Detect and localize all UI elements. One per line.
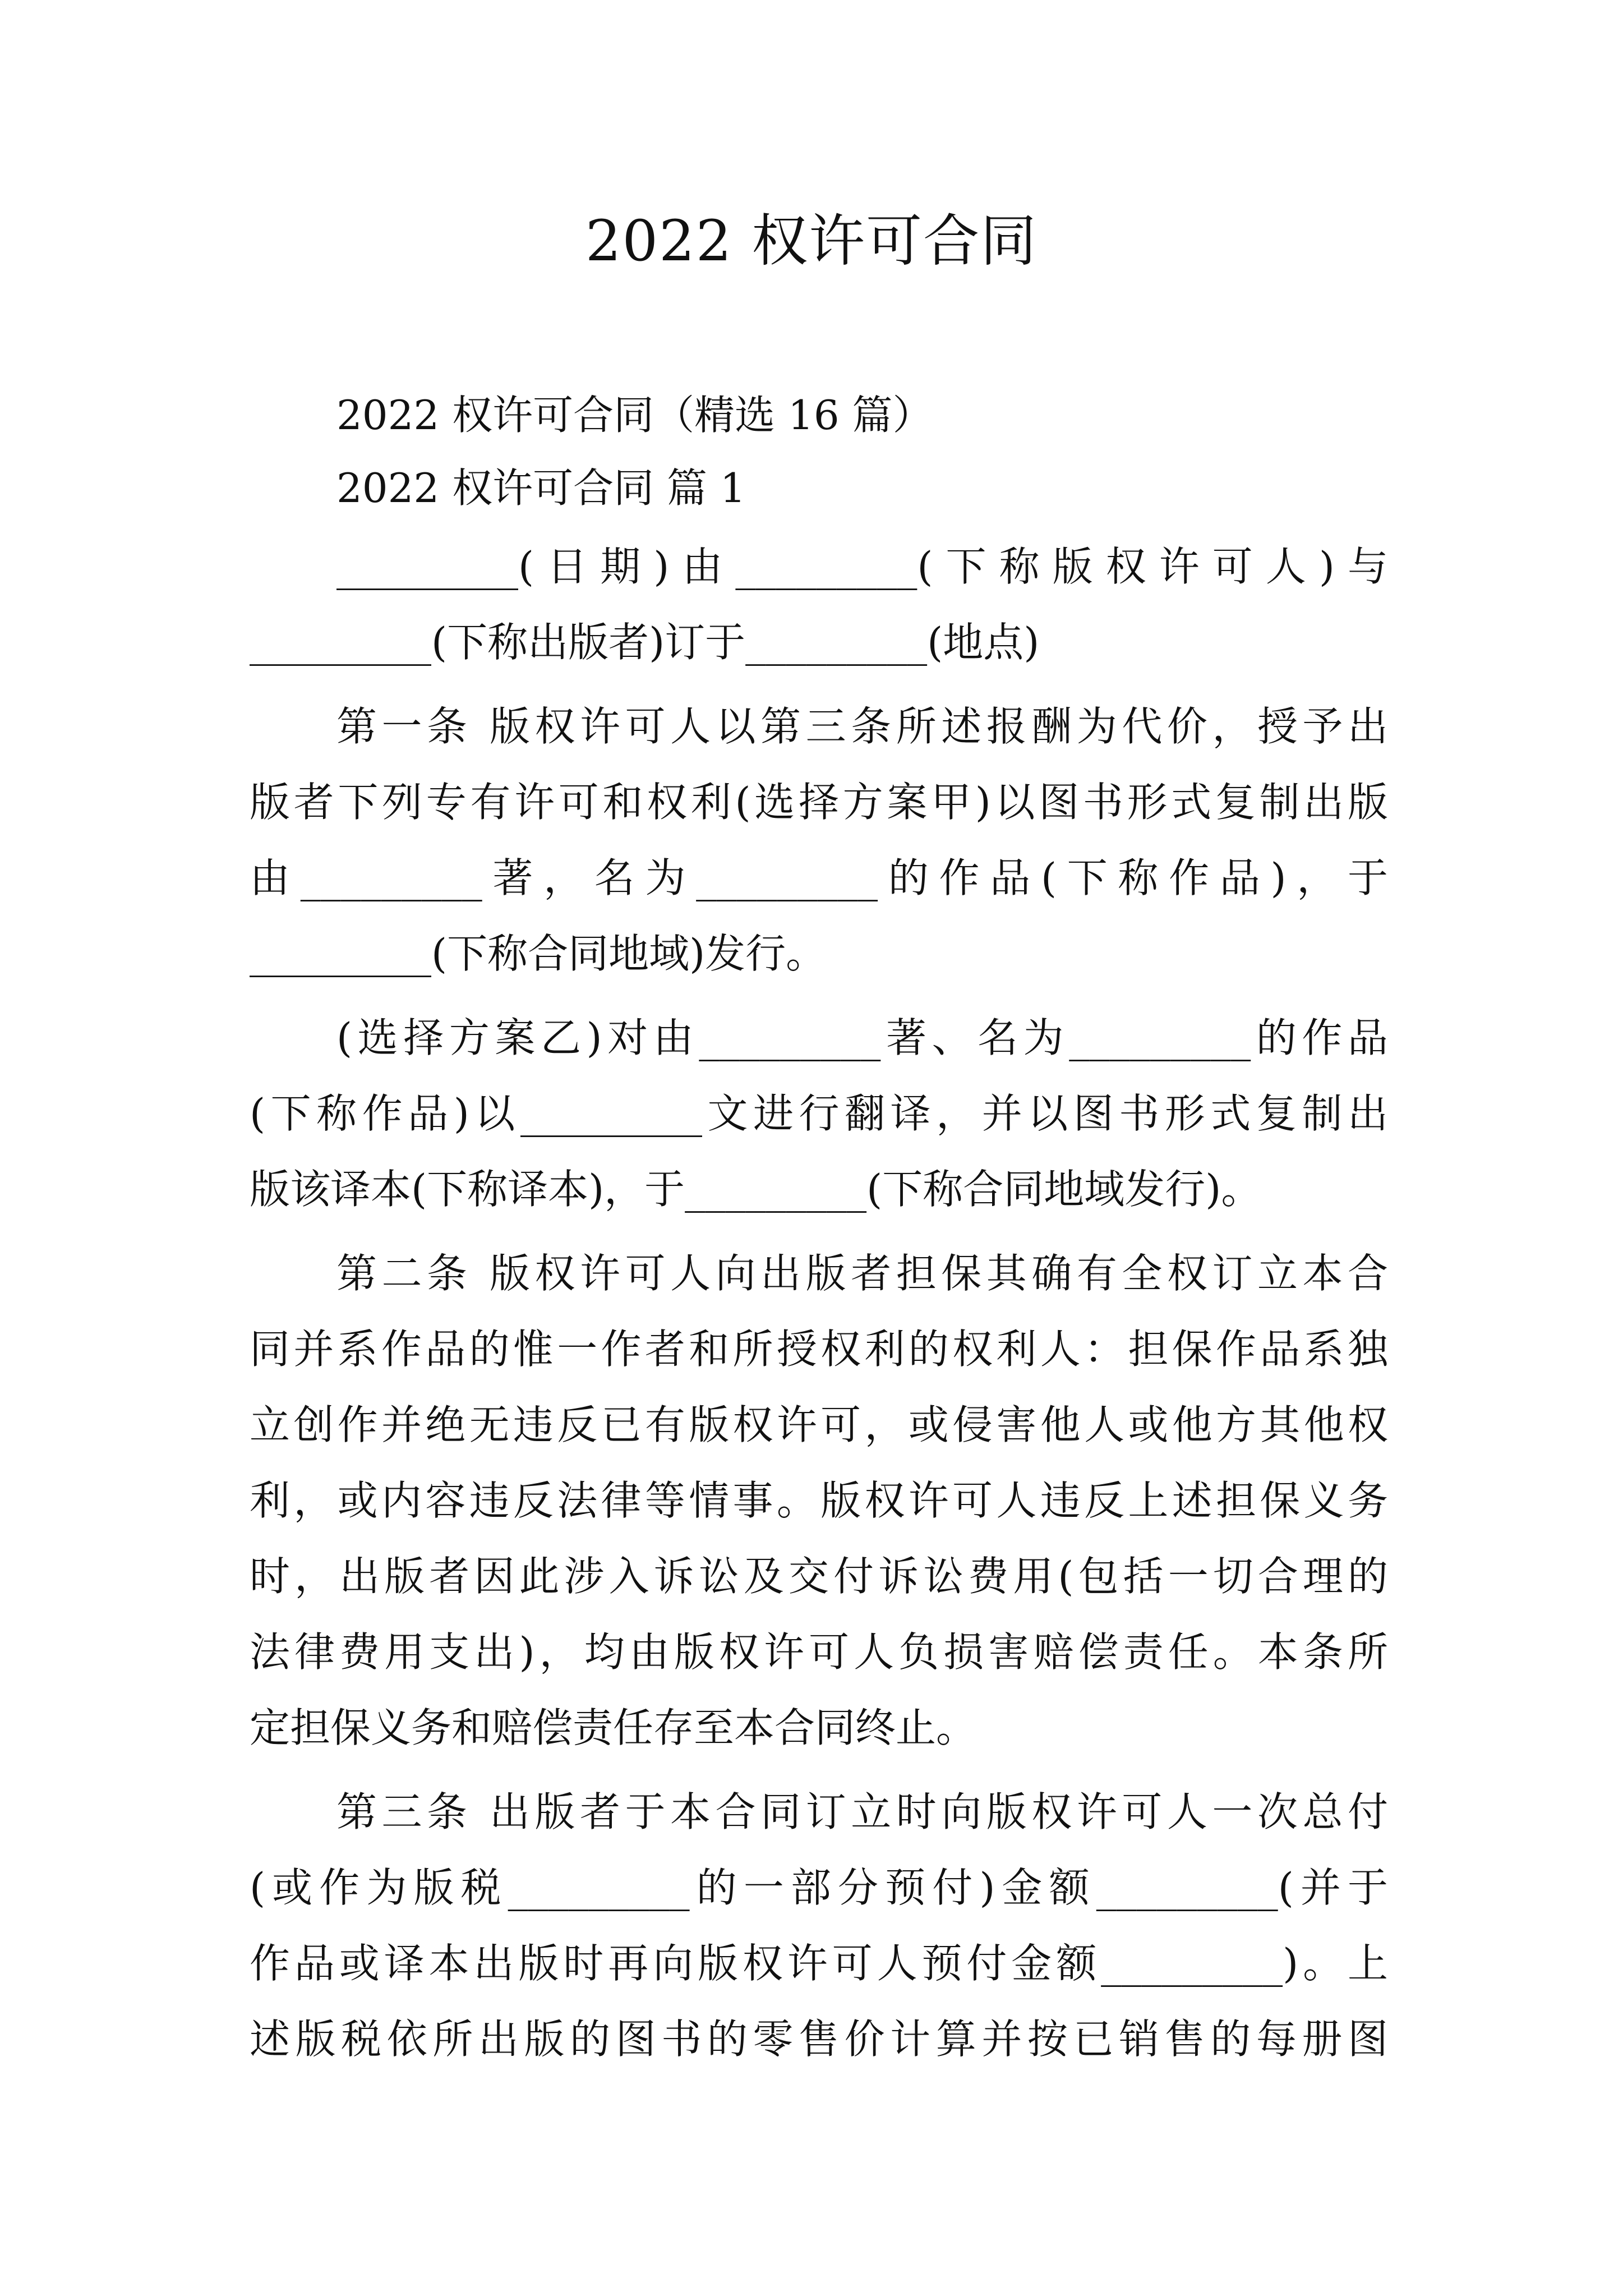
subtitle-line: 2022 权许可合同（精选 16 篇） <box>336 392 933 439</box>
paragraph-line: 定担保义务和赔偿责任存至本合同终止。 <box>250 1704 977 1751</box>
paragraph-line: _________(下称出版者)订于_________(地点) <box>250 619 1040 666</box>
paragraph-line: 作品或译本出版时再向版权许可人预付金额_________)。上 <box>250 1940 1388 1987</box>
paragraph-line: 第二条 版权许可人向出版者担保其确有全权订立本合 <box>336 1250 1388 1297</box>
paragraph-line: 立创作并绝无违反已有版权许可，或侵害他人或他方其他权 <box>250 1401 1388 1448</box>
section-heading: 2022 权许可合同 篇 1 <box>336 464 746 512</box>
paragraph-line: 第三条 出版者于本合同订立时向版权许可人一次总付 <box>336 1788 1388 1835</box>
paragraph-line: 版该译本(下称译本)，于_________(下称合同地域发行)。 <box>250 1166 1262 1213</box>
paragraph-line: 版者下列专有许可和权利(选择方案甲)以图书形式复制出版 <box>250 779 1388 826</box>
paragraph-line: (选择方案乙)对由_________著、名为_________的作品 <box>336 1014 1388 1061</box>
paragraph-line: (或作为版税_________的一部分预付)金额_________(并于 <box>250 1864 1388 1911</box>
paragraph-line: 利，或内容违反法律等情事。版权许可人违反上述担保义务 <box>250 1477 1388 1524</box>
paragraph-line: _________(下称合同地域)发行。 <box>250 930 827 977</box>
paragraph-line: 法律费用支出)，均由版权许可人负损害赔偿责任。本条所 <box>250 1628 1388 1676</box>
paragraph-line: 同并系作品的惟一作者和所授权利的权利人：担保作品系独 <box>250 1326 1388 1373</box>
paragraph-line: 时，出版者因此涉入诉讼及交付诉讼费用(包括一切合理的 <box>250 1553 1388 1600</box>
paragraph-line: (下称作品)以_________文进行翻译，并以图书形式复制出 <box>250 1090 1388 1137</box>
paragraph-line: 第一条 版权许可人以第三条所述报酬为代价，授予出 <box>336 703 1388 750</box>
paragraph-line: _________(日期)由_________(下称版权许可人)与 <box>336 543 1388 590</box>
paragraph-line: 述版税依所出版的图书的零售价计算并按已销售的每册图 <box>250 2016 1388 2063</box>
document-title: 2022 权许可合同 <box>585 208 1038 274</box>
paragraph-line: 由_________著，名为_________的作品(下称作品)，于 <box>250 854 1388 901</box>
